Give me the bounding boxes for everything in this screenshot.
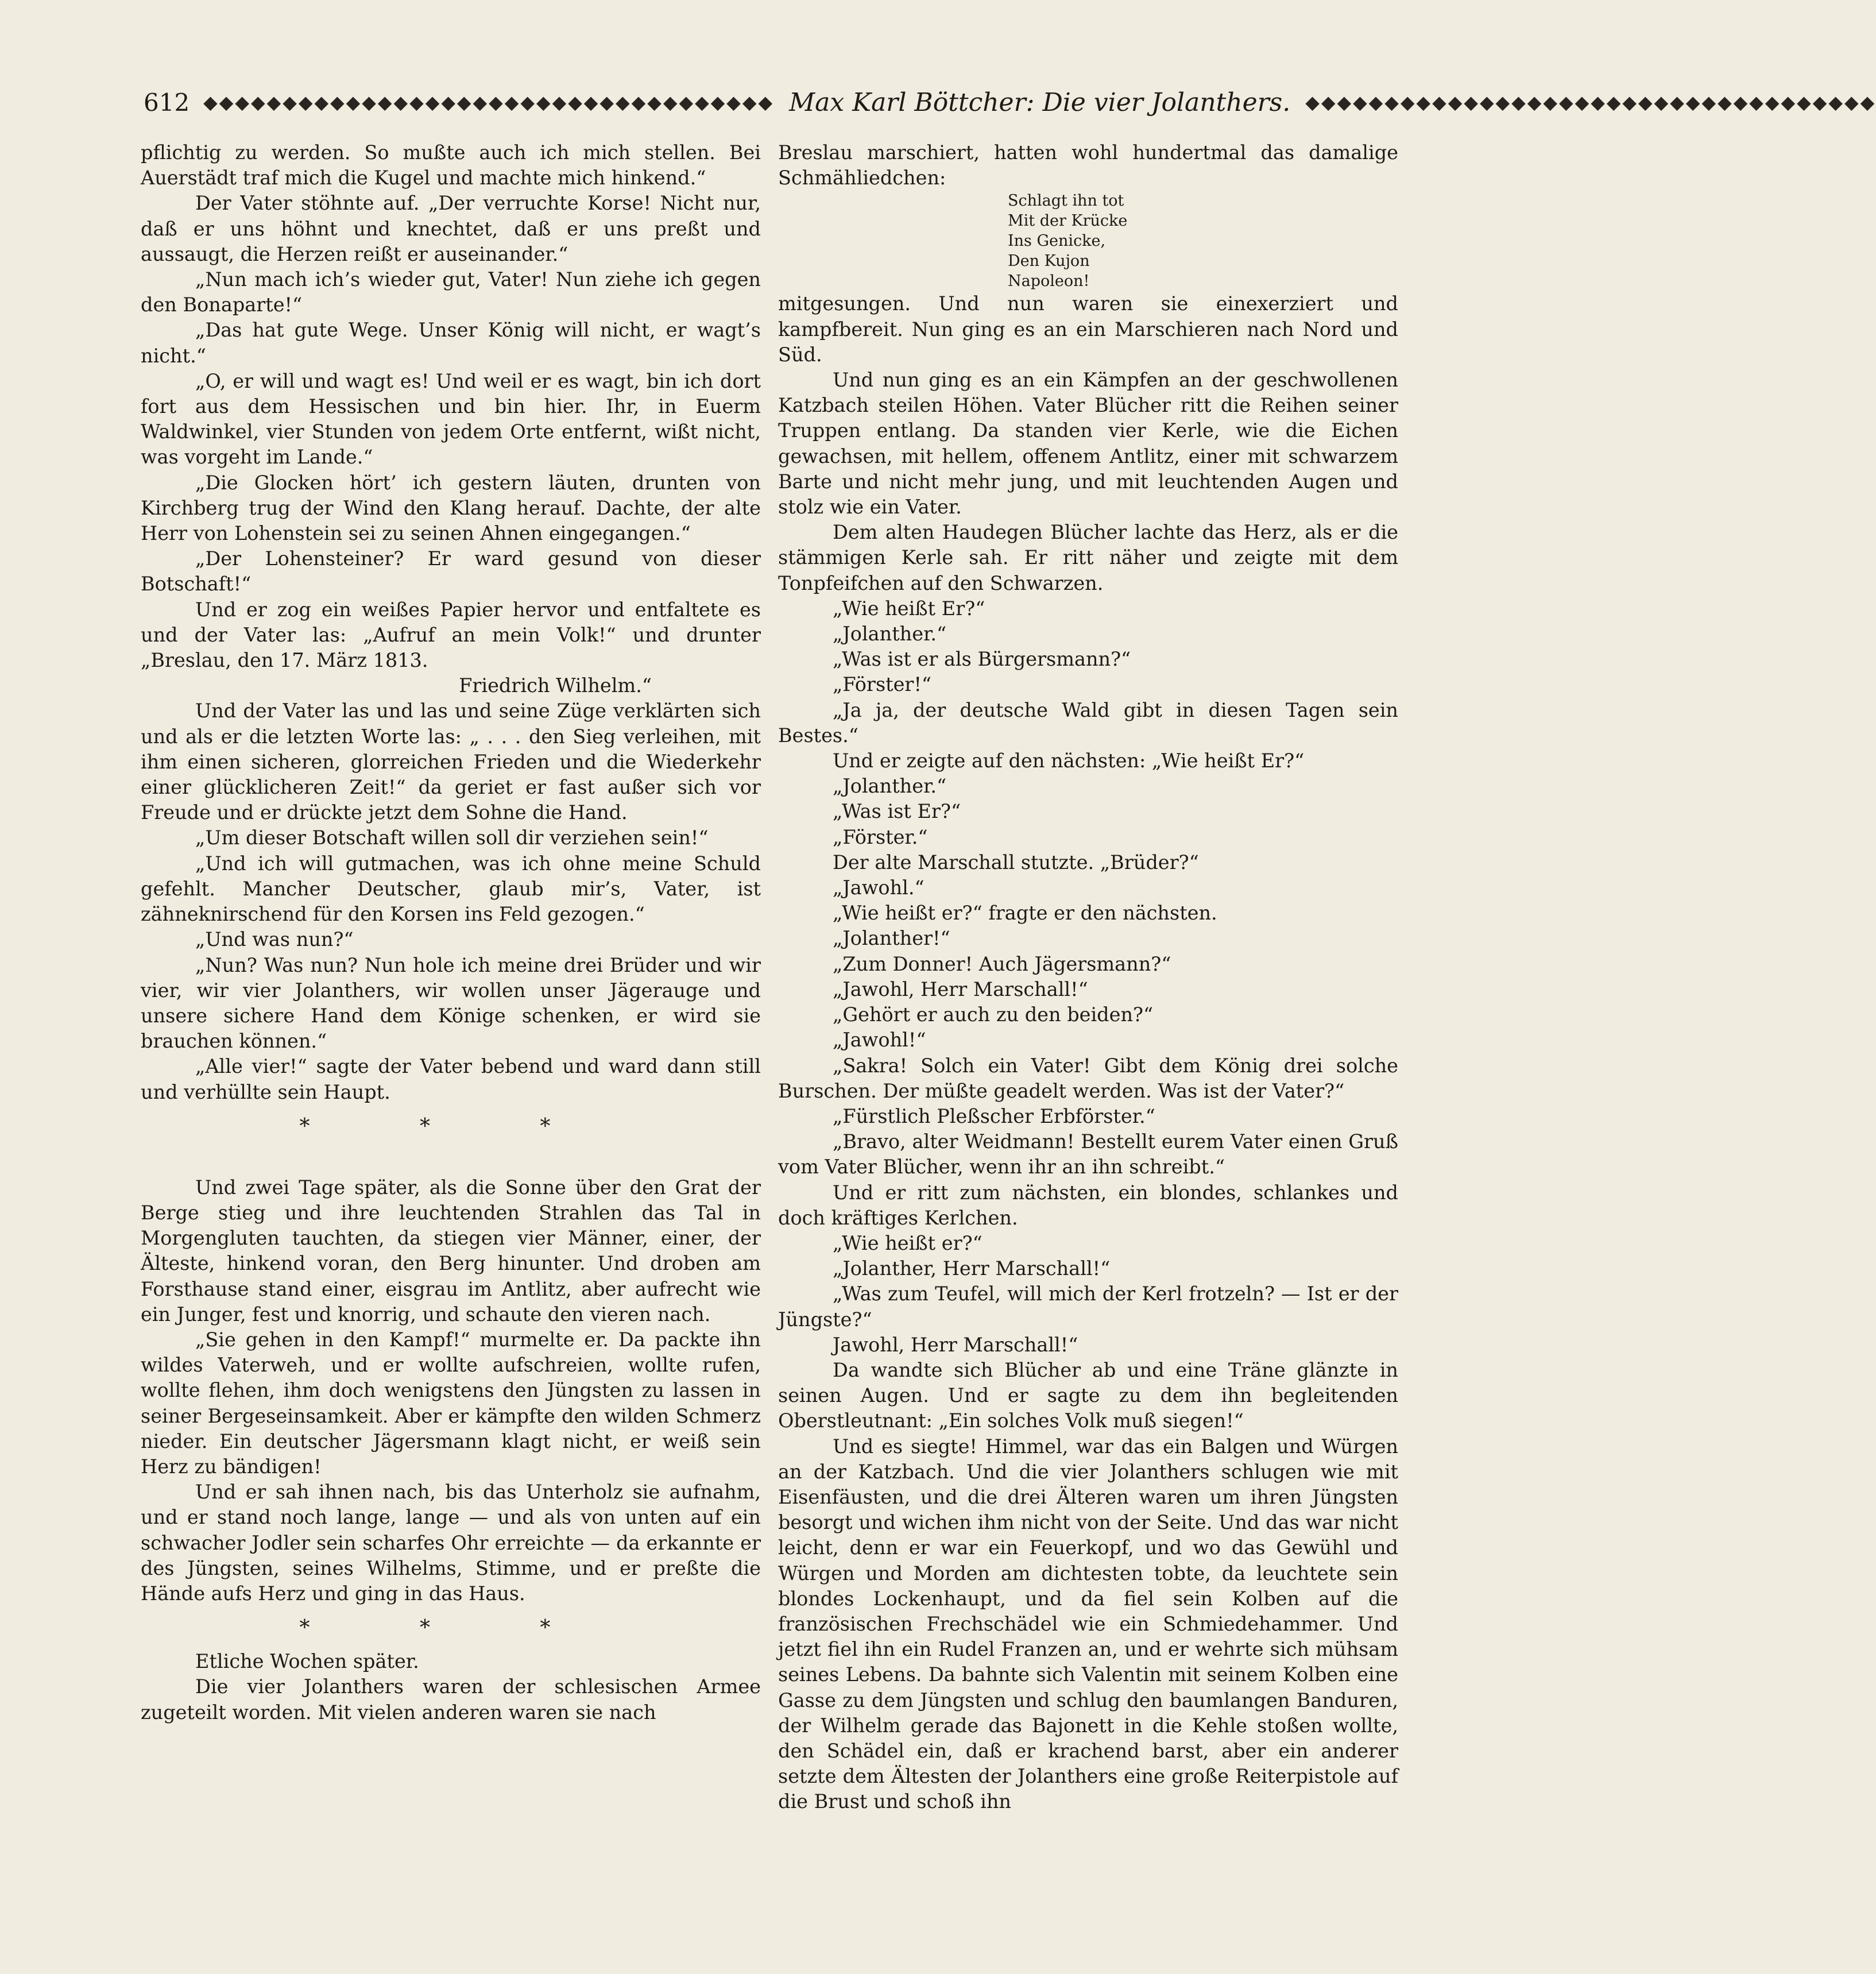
paragraph: „Nun mach ich’s wieder gut, Vater! Nun ziehe ich gegen den Bonaparte!“	[141, 268, 761, 316]
right-column-body	[778, 291, 1398, 1814]
paragraph: Die vier Jolanthers waren der schlesischen Armee zugeteilt worden. Mit vielen anderen waren sie nach	[141, 1675, 761, 1724]
paragraph: Da wandte sich Blücher ab und eine Träne glänzte in seinen Augen. Und er sagte zu dem ihn begleitenden Oberstleutnant: „Ein solches Volk muß siegen!“	[778, 1358, 1398, 1432]
header-ornament-right: ◆◆◆◆◆◆◆◆◆◆◆◆◆◆◆◆◆◆◆◆◆◆◆◆◆◆◆◆◆◆◆◆◆◆◆◆	[1305, 91, 1876, 113]
verse-line: Den Kujon	[1008, 252, 1090, 271]
paragraph: „Was ist Er?“	[833, 800, 961, 823]
paragraph: „Jolanther, Herr Marschall!“	[833, 1257, 1111, 1280]
page-number: 612	[144, 88, 190, 117]
paragraph: „Das hat gute Wege. Unser König will nicht, er wagt’s nicht.“	[141, 319, 761, 367]
paragraph: „Jolanther.“	[833, 775, 947, 798]
paragraph: „Wie heißt er?“ fragte er den nächsten.	[833, 902, 1217, 925]
verse-line: Ins Genicke,	[1008, 232, 1106, 250]
paragraph: „Jolanther!“	[833, 927, 950, 950]
right-column	[778, 140, 1398, 1815]
paragraph: Und er zeigte auf den nächsten: „Wie heißt Er?“	[833, 750, 1305, 772]
paragraph: „Jawohl.“	[833, 876, 925, 899]
paragraph: „Und ich will gutmachen, was ich ohne meine Schuld gefehlt. Mancher Deutscher, glaub mir’s, Vater, ist zähneknirschend für den Korsen ins Feld gezogen.“	[141, 852, 761, 926]
verse-block	[1008, 191, 1398, 291]
paragraph: „Sakra! Solch ein Vater! Gibt dem König drei solche Burschen. Der müßte geadelt werden. Was ist der Vater?“	[778, 1054, 1398, 1102]
paragraph: „Bravo, alter Weidmann! Bestellt eurem Vater einen Gruß vom Vater Blücher, wenn ihr an ihn schreibt.“	[778, 1130, 1398, 1179]
paragraph: Und er ritt zum nächsten, ein blondes, schlankes und doch kräftiges Kerlchen.	[778, 1181, 1398, 1229]
paragraph: Und es siegte! Himmel, war das ein Balgen und Würgen an der Katzbach. Und die vier Jolanthers schlugen wie mit Eisenfäusten, und die drei Älteren waren um ihren Jüngsten besorgt und wichen ihm nicht von der Seite. Und das war nicht leicht, denn er war ein Feuerkopf, und wo das Gewühl und Würgen und Morden am dichtesten tobte, da leuchtete sein blondes Lockenhaupt, und da fiel sein Kolben auf die französischen Frechschädel wie ein Schmiedehammer. Und jetzt fiel ihn ein Rudel Franzen an, und er wehrte sich mühsam seines Lebens. Da bahnte sich Valentin mit seinem Kolben eine Gasse zu dem Jüngsten und schlug den baumlangen Banduren, der Wilhelm gerade das Bajonett in die Kehle stoßen wollte, den Schädel ein, daß er krachend barst, aber ein anderer setzte dem Ältesten der Jolanthers eine große Reiterpistole auf die Brust und schoß ihn	[778, 1435, 1398, 1813]
paragraph: „Wie heißt Er?“	[833, 597, 985, 620]
verse-line: Schlagt ihn tot	[1008, 192, 1124, 210]
paragraph: Und nun ging es an ein Kämpfen an der geschwollenen Katzbach steilen Höhen. Vater Blücher ritt die Reihen seiner Truppen entlang. Da standen vier Kerle, wie die Eichen gewachsen, mit hellem, offenem Antlitz, einer mit schwarzem Barte und nicht mehr jung, und mit leuchtenden Augen und stolz wie ein Vater.	[778, 369, 1398, 519]
paragraph: „Nun? Was nun? Nun hole ich meine drei Brüder und wir vier, wir vier Jolanthers, wir wollen unser Jägerauge und unsere sichere Hand dem Könige schenken, er wird sie brauchen können.“	[141, 953, 761, 1053]
left-column	[141, 140, 761, 1725]
verse-line: Napoleon!	[1008, 272, 1090, 291]
page-header	[144, 85, 1876, 119]
header-ornament-left: ◆◆◆◆◆◆◆◆◆◆◆◆◆◆◆◆◆◆◆◆◆◆◆◆◆◆◆◆◆◆◆◆◆◆◆◆	[203, 91, 775, 113]
paragraph: Etliche Wochen später.	[195, 1650, 419, 1673]
paragraph: „Förster!“	[833, 673, 932, 696]
verse-line: Mit der Krücke	[1008, 212, 1128, 230]
running-title: Max Karl Böttcher: Die vier Jolanthers.	[789, 87, 1291, 117]
paragraph: Und der Vater las und las und seine Züge verklärten sich und als er die letzten Worte las: „ . . . den Sieg verleihen, mit ihm einen sicheren, glorreichen Frieden und die Wiederkehr einer glücklicheren Zeit!“ da geriet er fast außer sich vor Freude und er drückte jetzt dem Sohne die Hand.	[141, 700, 761, 824]
paragraph: Und er zog ein weißes Papier hervor und entfaltete es und der Vater las: „Aufruf an mein Volk!“ und drunter „Breslau, den 17. März 1813.	[141, 598, 761, 672]
paragraph: „Um dieser Botschaft willen soll dir verziehen sein!“	[195, 826, 709, 849]
paragraph: „Was zum Teufel, will mich der Kerl frotzeln? — Ist er der Jüngste?“	[778, 1282, 1398, 1331]
paragraph: „Jawohl, Herr Marschall!“	[833, 978, 1088, 1000]
paragraph: „Sie gehen in den Kampf!“ murmelte er. Da packte ihn wildes Vaterweh, und er wollte aufschreien, wollte rufen, wollte flehen, ihm doch wenigstens den Jüngsten zu lassen in seiner Bergeseinsamkeit. Aber er kämpfte den wilden Schmerz nieder. Ein deutscher Jägersmann klagt nicht, er weiß sein Herz zu bändigen!	[141, 1328, 761, 1478]
paragraph: Und er sah ihnen nach, bis das Unterholz sie aufnahm, und er stand noch lange, lange — und als von unten auf ein schwacher Jodler sein scharfes Ohr erreichte — da erkannte er des Jüngsten, seines Wilhelms, Stimme, und er preßte die Hände aufs Herz und ging in das Haus.	[141, 1481, 761, 1605]
paragraph: „Was ist er als Bürgersmann?“	[833, 648, 1131, 671]
paragraph: „Jawohl!“	[833, 1029, 926, 1052]
signature: Friedrich Wilhelm.“	[459, 674, 652, 697]
paragraph: „Alle vier!“ sagte der Vater bebend und ward dann still und verhüllte sein Haupt.	[141, 1055, 761, 1103]
paragraph: Und zwei Tage später, als die Sonne über den Grat der Berge stieg und ihre leuchtenden Strahlen das Tal in Morgengluten tauchten, da stiegen vier Männer, einer, der Älteste, hinkend voran, den Berg hinunter. Und droben am Forsthause stand einer, eisgrau im Antlitz, aber aufrecht wie ein Junger, fest und knorrig, und schaute den vieren nach.	[141, 1176, 761, 1326]
paragraph: Breslau marschiert, hatten wohl hundertmal das damalige Schmähliedchen:	[778, 141, 1398, 190]
paragraph: „Der Lohensteiner? Er ward gesund von dieser Botschaft!“	[141, 547, 761, 596]
paragraph: mitgesungen. Und nun waren sie einexerziert und kampfbereit. Nun ging es an ein Marschieren nach Nord und Süd.	[778, 292, 1398, 366]
paragraph: pflichtig zu werden. So mußte auch ich mich stellen. Bei Auerstädt traf mich die Kugel und machte mich hinkend.“	[141, 141, 761, 190]
paragraph: „O, er will und wagt es! Und weil er es wagt, bin ich dort fort aus dem Hessischen und bin hier. Ihr, in Euerm Waldwinkel, vier Stunden von jedem Orte entfernt, wißt nicht, was vorgeht im Lande.“	[141, 369, 761, 469]
paragraph: „Fürstlich Pleßscher Erbförster.“	[833, 1104, 1155, 1127]
paragraph: Der Vater stöhnte auf. „Der verruchte Korse! Nicht nur, daß er uns höhnt und knechtet, daß er uns preßt und aussaugt, die Herzen reißt er auseinander.“	[141, 192, 761, 265]
paragraph: „Gehört er auch zu den beiden?“	[833, 1003, 1154, 1026]
section-separator: * * *	[299, 1114, 602, 1138]
section-separator: * * *	[299, 1616, 602, 1640]
paragraph: „Die Glocken hört’ ich gestern läuten, drunten von Kirchberg trug der Wind den Klang herauf. Dachte, der alte Herr von Lohenstein sei zu seinen Ahnen eingegangen.“	[141, 471, 761, 545]
paragraph: „Zum Donner! Auch Jägersmann?“	[833, 952, 1171, 975]
paragraph: Dem alten Haudegen Blücher lachte das Herz, als er die stämmigen Kerle sah. Er ritt näher und zeigte mit dem Tonpfeifchen auf den Schwarzen.	[778, 521, 1398, 594]
paragraph: Jawohl, Herr Marschall!“	[833, 1333, 1078, 1356]
paragraph: Der alte Marschall stutzte. „Brüder?“	[833, 851, 1199, 874]
paragraph: „Jolanther.“	[833, 623, 947, 646]
paragraph: „Wie heißt er?“	[833, 1231, 983, 1254]
paragraph: „Ja ja, der deutsche Wald gibt in diesen Tagen sein Bestes.“	[778, 698, 1398, 747]
paragraph: „Förster.“	[833, 825, 928, 848]
paragraph: „Und was nun?“	[195, 928, 354, 951]
